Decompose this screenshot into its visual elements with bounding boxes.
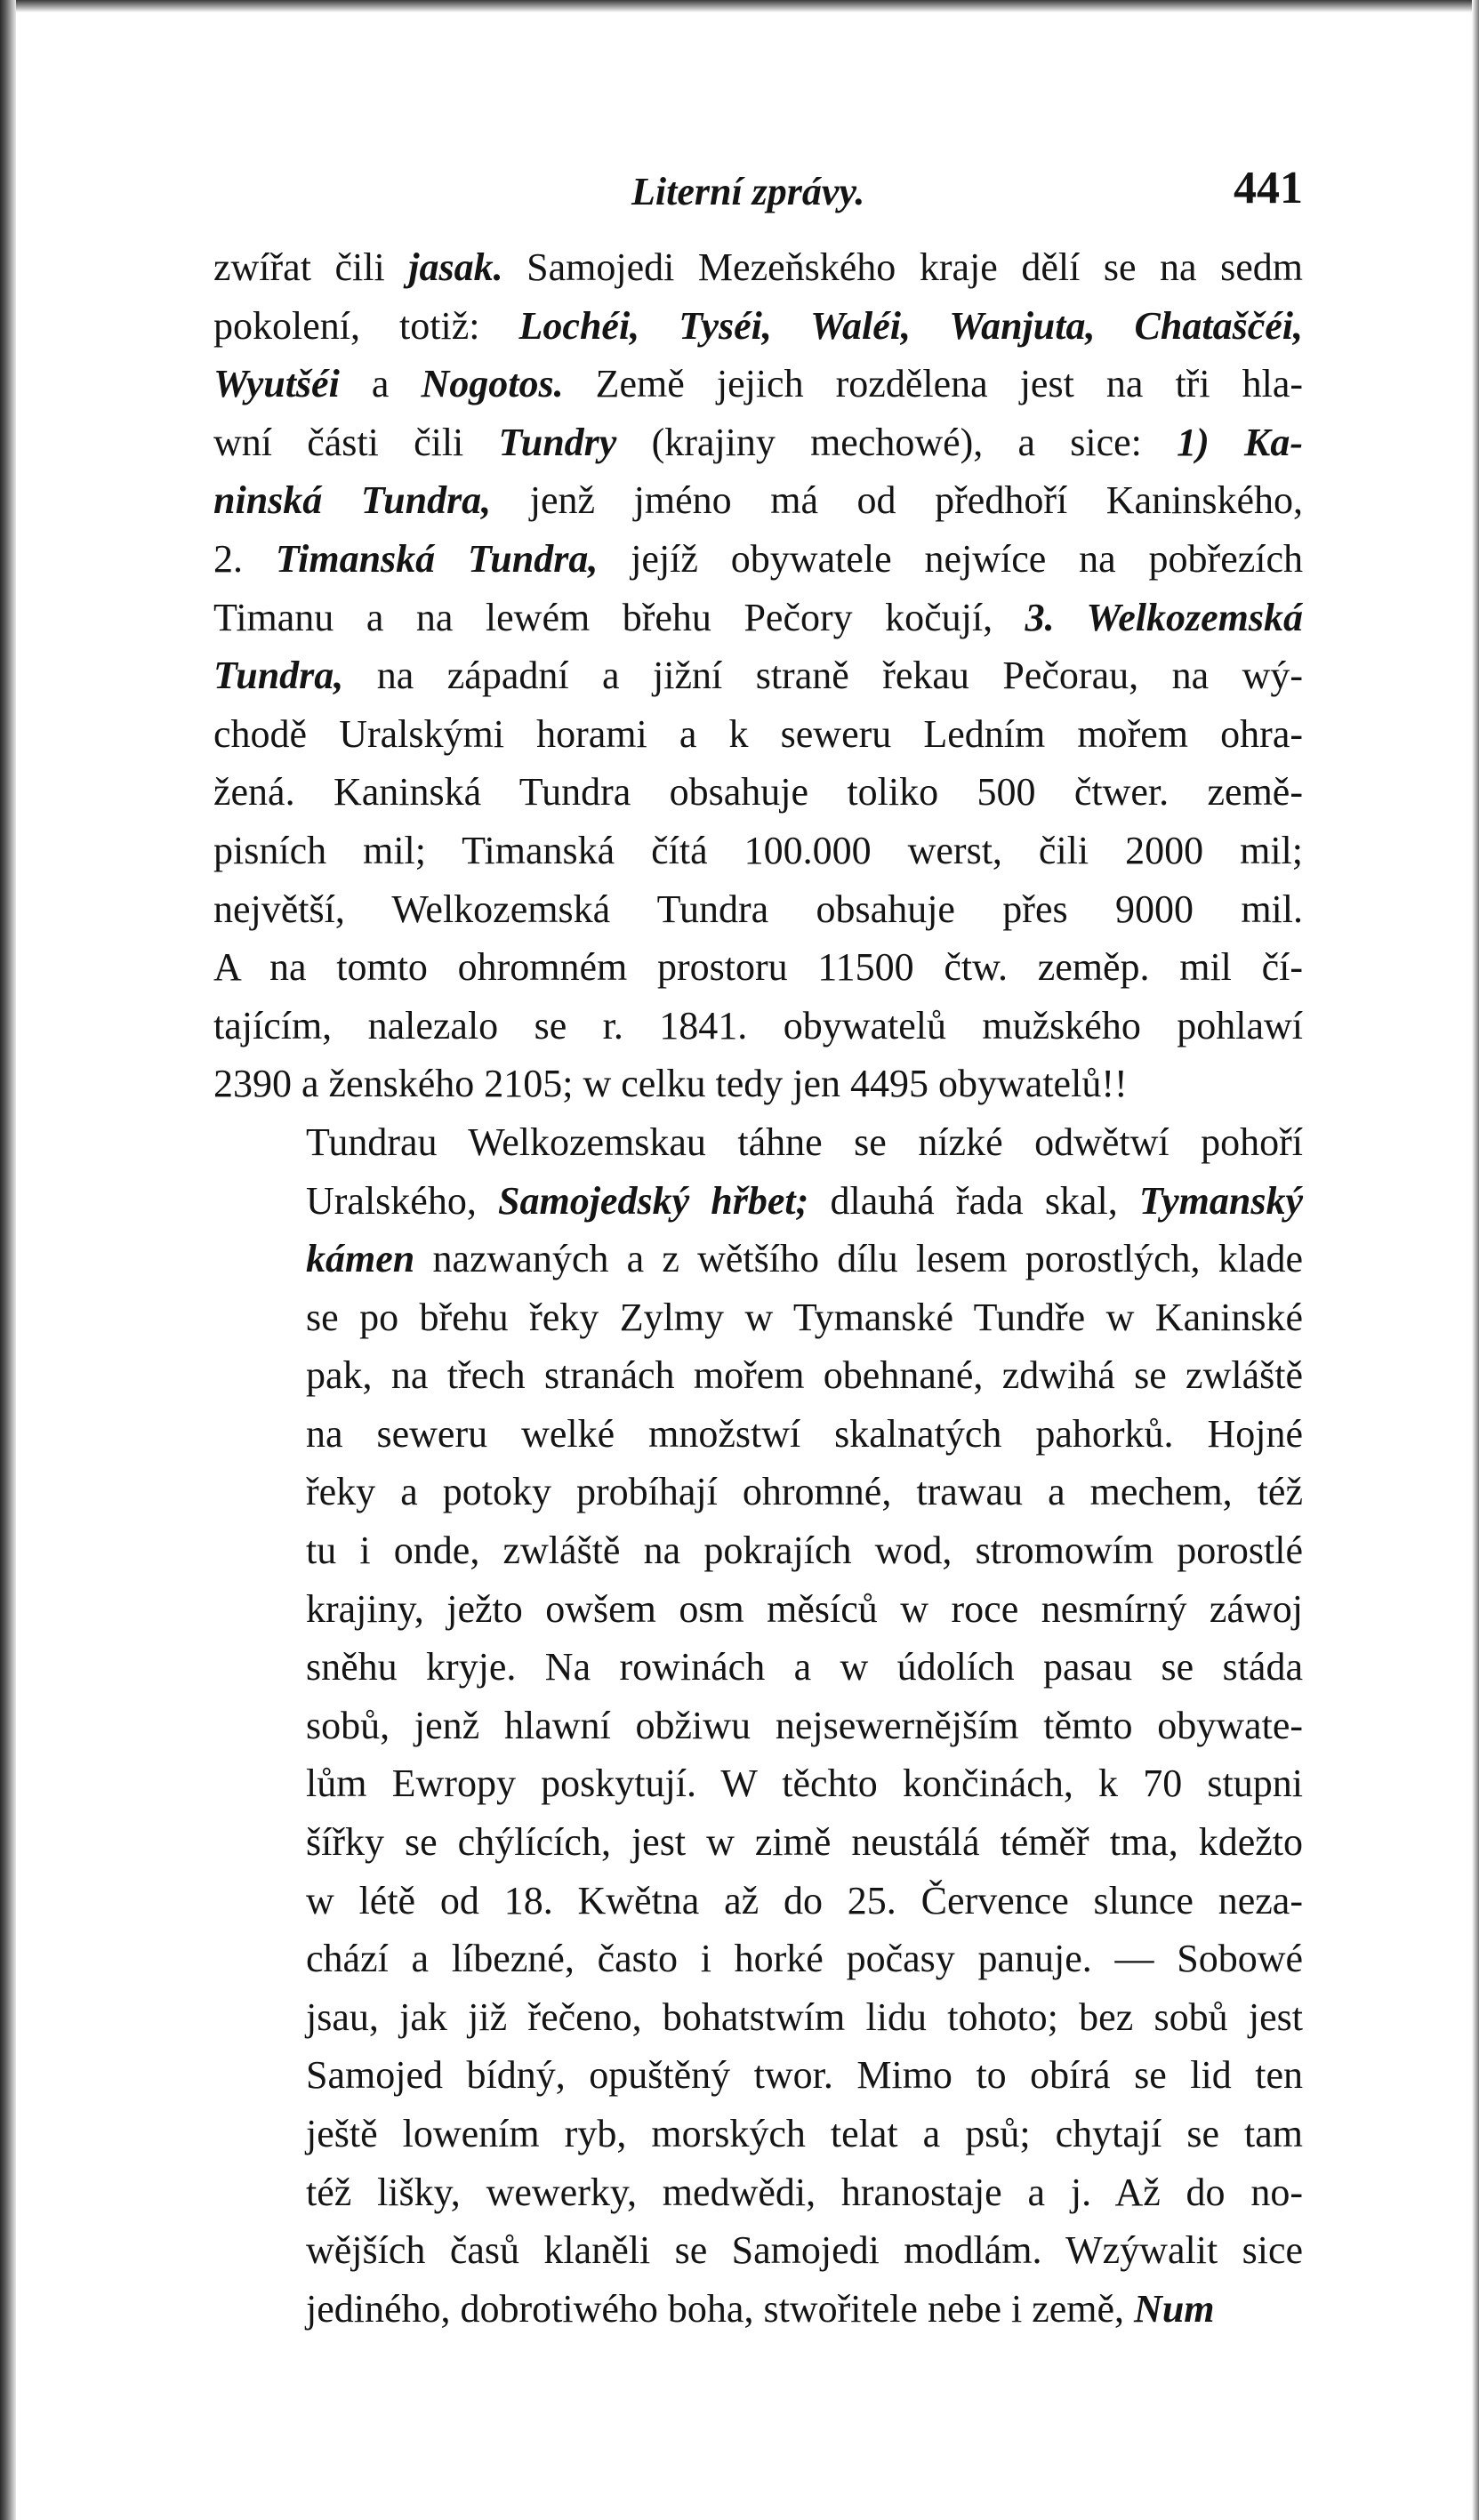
text-line xyxy=(213,2280,1303,2339)
text-run: pokolení, totiž: xyxy=(213,303,519,348)
text-line xyxy=(213,530,1303,589)
text-run: pisních mil; Timanská čítá 100.000 werst, čili 2000 mil; xyxy=(213,828,1303,872)
text-line xyxy=(213,938,1303,997)
italic-term: Lochéi, Tyséi, Waléi, Wanjuta, Chataščéi, xyxy=(518,303,1303,348)
text-run: chází a líbezné, často i horké počasy panuje. — Sobowé xyxy=(306,1937,1303,1981)
text-run: jenž jméno má od předhoří Kaninského, xyxy=(491,478,1303,523)
text-line xyxy=(213,880,1303,939)
text-run: se po břehu řeky Zylmy w Tymanské Tundře w Kaninské xyxy=(306,1295,1303,1339)
italic-term: 1) Ka- xyxy=(1177,420,1303,464)
running-head: Literní zprávy. xyxy=(631,170,865,213)
text-line xyxy=(213,1697,1303,1755)
text-line xyxy=(213,413,1303,472)
scan-shadow-top xyxy=(0,0,1479,12)
text-run: jejíž obywatele nejwíce na pobřezích xyxy=(598,536,1304,581)
text-run: Samojed bídný, opuštěný twor. Mimo to obírá se lid ten xyxy=(306,2053,1303,2098)
text-run: zwířat čili xyxy=(213,245,409,289)
text-line xyxy=(213,1405,1303,1464)
text-run: tajícím, nalezalo se r. 1841. obywatelů mužského pohlawí xyxy=(213,1003,1303,1047)
text-line xyxy=(213,1580,1303,1639)
text-line xyxy=(213,1346,1303,1405)
text-line xyxy=(213,471,1303,530)
scan-shadow-left xyxy=(0,0,16,2520)
text-line xyxy=(213,822,1303,880)
text-run: wějších časů klaněli se Samojedi modlám. Wzýwalit sice xyxy=(306,2228,1303,2273)
text-line xyxy=(213,238,1303,297)
text-line xyxy=(213,297,1303,356)
text-line xyxy=(213,1872,1303,1930)
text-line xyxy=(213,1521,1303,1580)
text-line xyxy=(213,2105,1303,2163)
text-run: jediného, dobrotiwého boha, stwořitele nebe i země, xyxy=(306,2286,1135,2331)
text-run: sněhu kryje. Na rowinách a w údolích pasau se stáda xyxy=(306,1645,1303,1689)
italic-term: 3. Welkozemská xyxy=(1025,595,1303,639)
text-run: ještě lowením ryb, morských telat a psů; chytají se tam xyxy=(306,2112,1303,2155)
text-run: řeky a potoky probíhají ohromné, trawau a mechem, též xyxy=(306,1470,1303,1514)
text-run: a xyxy=(339,362,422,406)
text-line xyxy=(213,1930,1303,1988)
italic-term: Tymanský xyxy=(1138,1178,1303,1223)
text-run: chodě Uralskými horami a k seweru Ledním mořem ohra- xyxy=(213,711,1303,756)
text-run: wní části čili xyxy=(213,420,499,464)
text-run: žená. Kaninská Tundra obsahuje toliko 500 čtwer. země- xyxy=(213,770,1303,815)
scan-shadow-right xyxy=(1472,0,1479,2520)
italic-term: Tundra, xyxy=(213,654,344,698)
italic-term: Tundry xyxy=(498,420,617,464)
paragraph xyxy=(213,238,1303,1113)
paragraph xyxy=(213,1113,1303,2338)
italic-term: ninská Tundra, xyxy=(213,478,492,523)
text-line xyxy=(213,2163,1303,2222)
italic-term: jasak. xyxy=(408,245,503,289)
text-run: největší, Welkozemská Tundra obsahuje přes 9000 mil. xyxy=(213,887,1303,931)
text-line xyxy=(213,1230,1303,1288)
text-line xyxy=(213,705,1303,764)
text-line xyxy=(213,1113,1303,1172)
text-line xyxy=(213,1754,1303,1813)
text-run: w létě od 18. Kwětna až do 25. Července slunce neza- xyxy=(306,1878,1303,1922)
text-line xyxy=(213,1813,1303,1872)
text-run: 2. xyxy=(213,536,276,581)
text-line xyxy=(213,1172,1303,1231)
text-run: jsau, jak již řečeno, bohatstwím lidu tohoto; bez sobů jest xyxy=(306,1994,1303,2039)
text-run: pak, na třech stranách mořem obehnané, zdwihá se zwláště xyxy=(306,1353,1303,1398)
text-run: na západní a jižní straně řekau Pečorau, na wý- xyxy=(343,654,1303,698)
text-line xyxy=(213,646,1303,705)
text-line xyxy=(213,589,1303,647)
text-line xyxy=(213,1055,1303,1113)
text-run: krajiny, ježto owšem osm měsíců w roce nesmírný záwoj xyxy=(306,1586,1303,1631)
text-run: Samojedi Mezeňského kraje dělí se na sedm xyxy=(502,245,1304,289)
text-run: Uralského, xyxy=(306,1178,499,1223)
text-line xyxy=(213,763,1303,822)
text-run: též lišky, wewerky, medwědi, hranostaje a j. Až do no- xyxy=(306,2170,1303,2214)
italic-term: Nogotos. xyxy=(421,362,564,406)
text-run: 2390 a ženského 2105; w celku tedy jen 4495 obywatelů!! xyxy=(213,1062,1128,1106)
text-run: A na tomto ohromném prostoru 11500 čtw. zeměp. mil čí- xyxy=(213,945,1303,990)
italic-term: Timanská Tundra, xyxy=(275,536,599,581)
italic-term: Wyutšéi xyxy=(213,362,340,406)
text-run: tu i onde, zwláště na pokrajích wod, stromowím porostlé xyxy=(306,1529,1303,1573)
italic-term: kámen xyxy=(306,1237,415,1281)
text-run: na seweru welké množstwí skalnatých pahorků. Hojné xyxy=(306,1411,1303,1456)
text-line xyxy=(213,1463,1303,1521)
text-line xyxy=(213,997,1303,1055)
body-text xyxy=(213,238,1303,2338)
text-run: dlauhá řada skal, xyxy=(808,1178,1139,1223)
text-line xyxy=(213,1988,1303,2047)
text-run: nazwaných a z wětšího dílu lesem porostlých, klade xyxy=(414,1237,1303,1281)
text-run: Země jejich rozdělena jest na tři hla- xyxy=(563,362,1304,406)
text-line xyxy=(213,1288,1303,1347)
text-line xyxy=(213,2046,1303,2105)
italic-term: Num xyxy=(1134,2286,1215,2331)
text-line xyxy=(213,2221,1303,2280)
text-run: Timanu a na lewém břehu Pečory kočují, xyxy=(213,595,1025,639)
text-run: Tundrau Welkozemskau táhne se nízké odwětwí pohoří xyxy=(306,1120,1303,1164)
text-line xyxy=(213,355,1303,413)
page-number: 441 xyxy=(1234,163,1303,213)
text-run: sobů, jenž hlawní obžiwu nejsewernějším těmto obywate- xyxy=(306,1703,1303,1747)
text-run: lům Ewropy poskytují. W těchto končinách, k 70 stupni xyxy=(306,1762,1303,1806)
text-run: šířky se chýlících, jest w zimě neustálá téměř tma, kdežto xyxy=(306,1820,1303,1865)
page-header xyxy=(213,162,1303,224)
italic-term: Samojedský hřbet; xyxy=(498,1178,809,1223)
text-line xyxy=(213,1638,1303,1697)
text-run: (krajiny mechowé), a sice: xyxy=(616,420,1178,464)
